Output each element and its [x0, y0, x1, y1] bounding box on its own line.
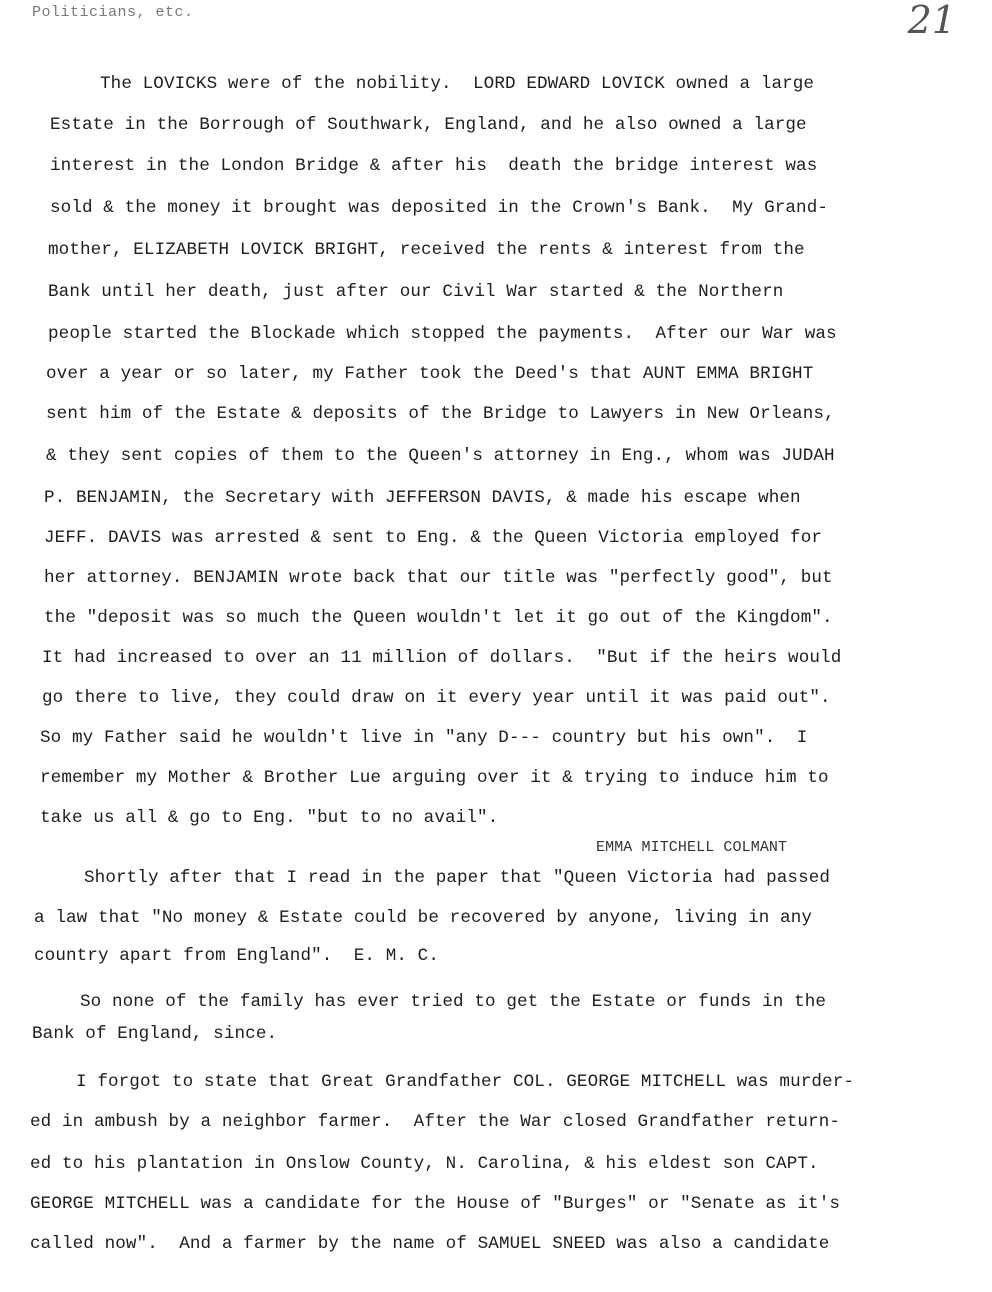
- text-line: I forgot to state that Great Grandfather COL. GEORGE MITCHELL was murder-: [76, 1072, 855, 1092]
- text-line: go there to live, they could draw on it every year until it was paid out".: [42, 688, 831, 708]
- text-line: ed to his plantation in Onslow County, N. Carolina, & his eldest son CAPT.: [30, 1154, 819, 1174]
- text-line: her attorney. BENJAMIN wrote back that our title was "perfectly good", but: [44, 568, 833, 588]
- text-line: & they sent copies of them to the Queen's attorney in Eng., whom was JUDAH: [46, 446, 835, 466]
- text-line: interest in the London Bridge & after his death the bridge interest was: [50, 156, 818, 176]
- text-line: Bank until her death, just after our Civil War started & the Northern: [48, 282, 784, 302]
- page-header: Politicians, etc.: [32, 4, 194, 21]
- text-line: a law that "No money & Estate could be recovered by anyone, living in any: [34, 908, 813, 928]
- text-line: the "deposit was so much the Queen wouldn't let it go out of the Kingdom".: [44, 608, 833, 628]
- text-line: over a year or so later, my Father took the Deed's that AUNT EMMA BRIGHT: [46, 364, 814, 384]
- text-line: take us all & go to Eng. "but to no avail".: [40, 808, 499, 828]
- text-line: sent him of the Estate & deposits of the Bridge to Lawyers in New Orleans,: [46, 404, 835, 424]
- text-line: mother, ELIZABETH LOVICK BRIGHT, received the rents & interest from the: [48, 240, 805, 260]
- text-line: Shortly after that I read in the paper that "Queen Victoria had passed: [84, 868, 831, 888]
- text-line: JEFF. DAVIS was arrested & sent to Eng. & the Queen Victoria employed for: [44, 528, 823, 548]
- text-line: GEORGE MITCHELL was a candidate for the House of "Burges" or "Senate as it's: [30, 1194, 841, 1214]
- text-line: people started the Blockade which stopped the payments. After our War was: [48, 324, 837, 344]
- text-line: So my Father said he wouldn't live in "any D--- country but his own". I: [40, 728, 808, 748]
- text-line: sold & the money it brought was deposited in the Crown's Bank. My Grand-: [50, 198, 829, 218]
- text-line: So none of the family has ever tried to get the Estate or funds in the: [80, 992, 827, 1012]
- text-line: called now". And a farmer by the name of SAMUEL SNEED was also a candidate: [30, 1234, 830, 1254]
- text-line: The LOVICKS were of the nobility. LORD EDWARD LOVICK owned a large: [100, 74, 815, 94]
- text-line: It had increased to over an 11 million of dollars. "But if the heirs would: [42, 648, 842, 668]
- text-line: remember my Mother & Brother Lue arguing over it & trying to induce him to: [40, 768, 829, 788]
- text-line: ed in ambush by a neighbor farmer. After the War closed Grandfather return-: [30, 1112, 841, 1132]
- text-line: Bank of England, since.: [32, 1024, 278, 1044]
- text-line: Estate in the Borrough of Southwark, England, and he also owned a large: [50, 115, 807, 135]
- signature-line: EMMA MITCHELL COLMANT: [596, 839, 788, 856]
- page-number: 21: [907, 0, 956, 42]
- text-line: P. BENJAMIN, the Secretary with JEFFERSON DAVIS, & made his escape when: [44, 488, 801, 508]
- text-line: country apart from England". E. M. C.: [34, 946, 440, 966]
